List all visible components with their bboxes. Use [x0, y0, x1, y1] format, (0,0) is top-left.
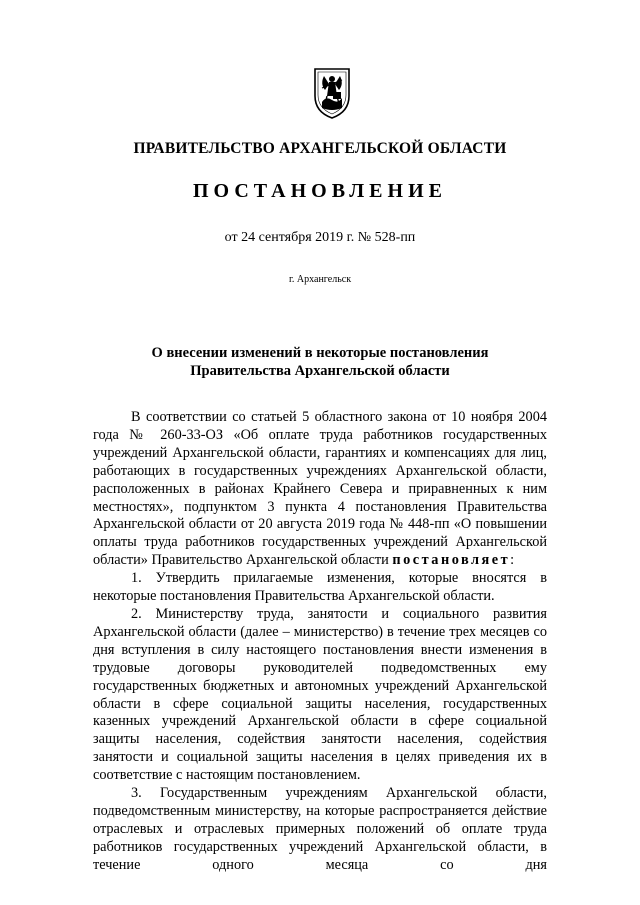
paragraph-3: 3. Государственным учреждениям Архангельской области, подведомственным министерству, на которые распространяется действие отраслевых и отраслевых примерных положений об оплате труда работников государственных учреждений Архангельской области, в течение одного месяца со дня — [93, 785, 547, 873]
preamble-colon: : — [510, 552, 515, 569]
preamble-text: В соответствии со статьей 5 областного закона от 10 ноября 2004 года № 260-33-ОЗ «Об оплате труда работников государственных учреждений Архангельской области, гарантиях и компенсациях для лиц, работающих в государственных учреждениях Архангельской области, расположенных в районах Крайнего Севера и приравненных к ним местностях», подпунктом 3 пункта 4 постановления Правительства Архангельской области от 20 августа 2019 года № 448-пп «О повышении оплаты труда работников государственных учреждений Архангельской области» Правительство Архангельской области — [93, 409, 547, 569]
document-date-number: от 24 сентября 2019 г. № 528-пп — [224, 230, 416, 245]
paragraph-1: 1. Утвердить прилагаемые изменения, которые вносятся в некоторые постановления Правительства Архангельской области. — [93, 570, 547, 605]
decree-word: постановляет — [392, 552, 511, 569]
document-subject — [90, 344, 550, 380]
paragraph-preamble — [93, 409, 547, 570]
coat-of-arms-emblem — [312, 66, 352, 120]
document-city: г. Архангельск — [288, 274, 352, 285]
subject-line-2: Правительства Архангельской области — [190, 363, 450, 379]
organization-name: ПРАВИТЕЛЬСТВО АРХАНГЕЛЬСКОЙ ОБЛАСТИ — [133, 140, 507, 157]
document-body — [93, 409, 547, 875]
paragraph-2: 2. Министерству труда, занятости и социального развития Архангельской области (далее – министерство) в течение трех месяцев со дня вступления в силу настоящего постановления внести изменения в трудовые договоры руководителей подведомственных ему государственных бюджетных и автономных учреждений Архангельской области в сфере социальной защиты населения, государственных казенных учреждений Архангельской области в сфере социальной защиты населения, содействия занятости населения, содействия занятости и социальной защиты населения в целях приведения их в соответствие с настоящим постановлением. — [93, 605, 547, 784]
document-type-title: ПОСТАНОВЛЕНИЕ — [193, 180, 447, 202]
subject-line-1: О внесении изменений в некоторые постановления — [151, 345, 489, 361]
